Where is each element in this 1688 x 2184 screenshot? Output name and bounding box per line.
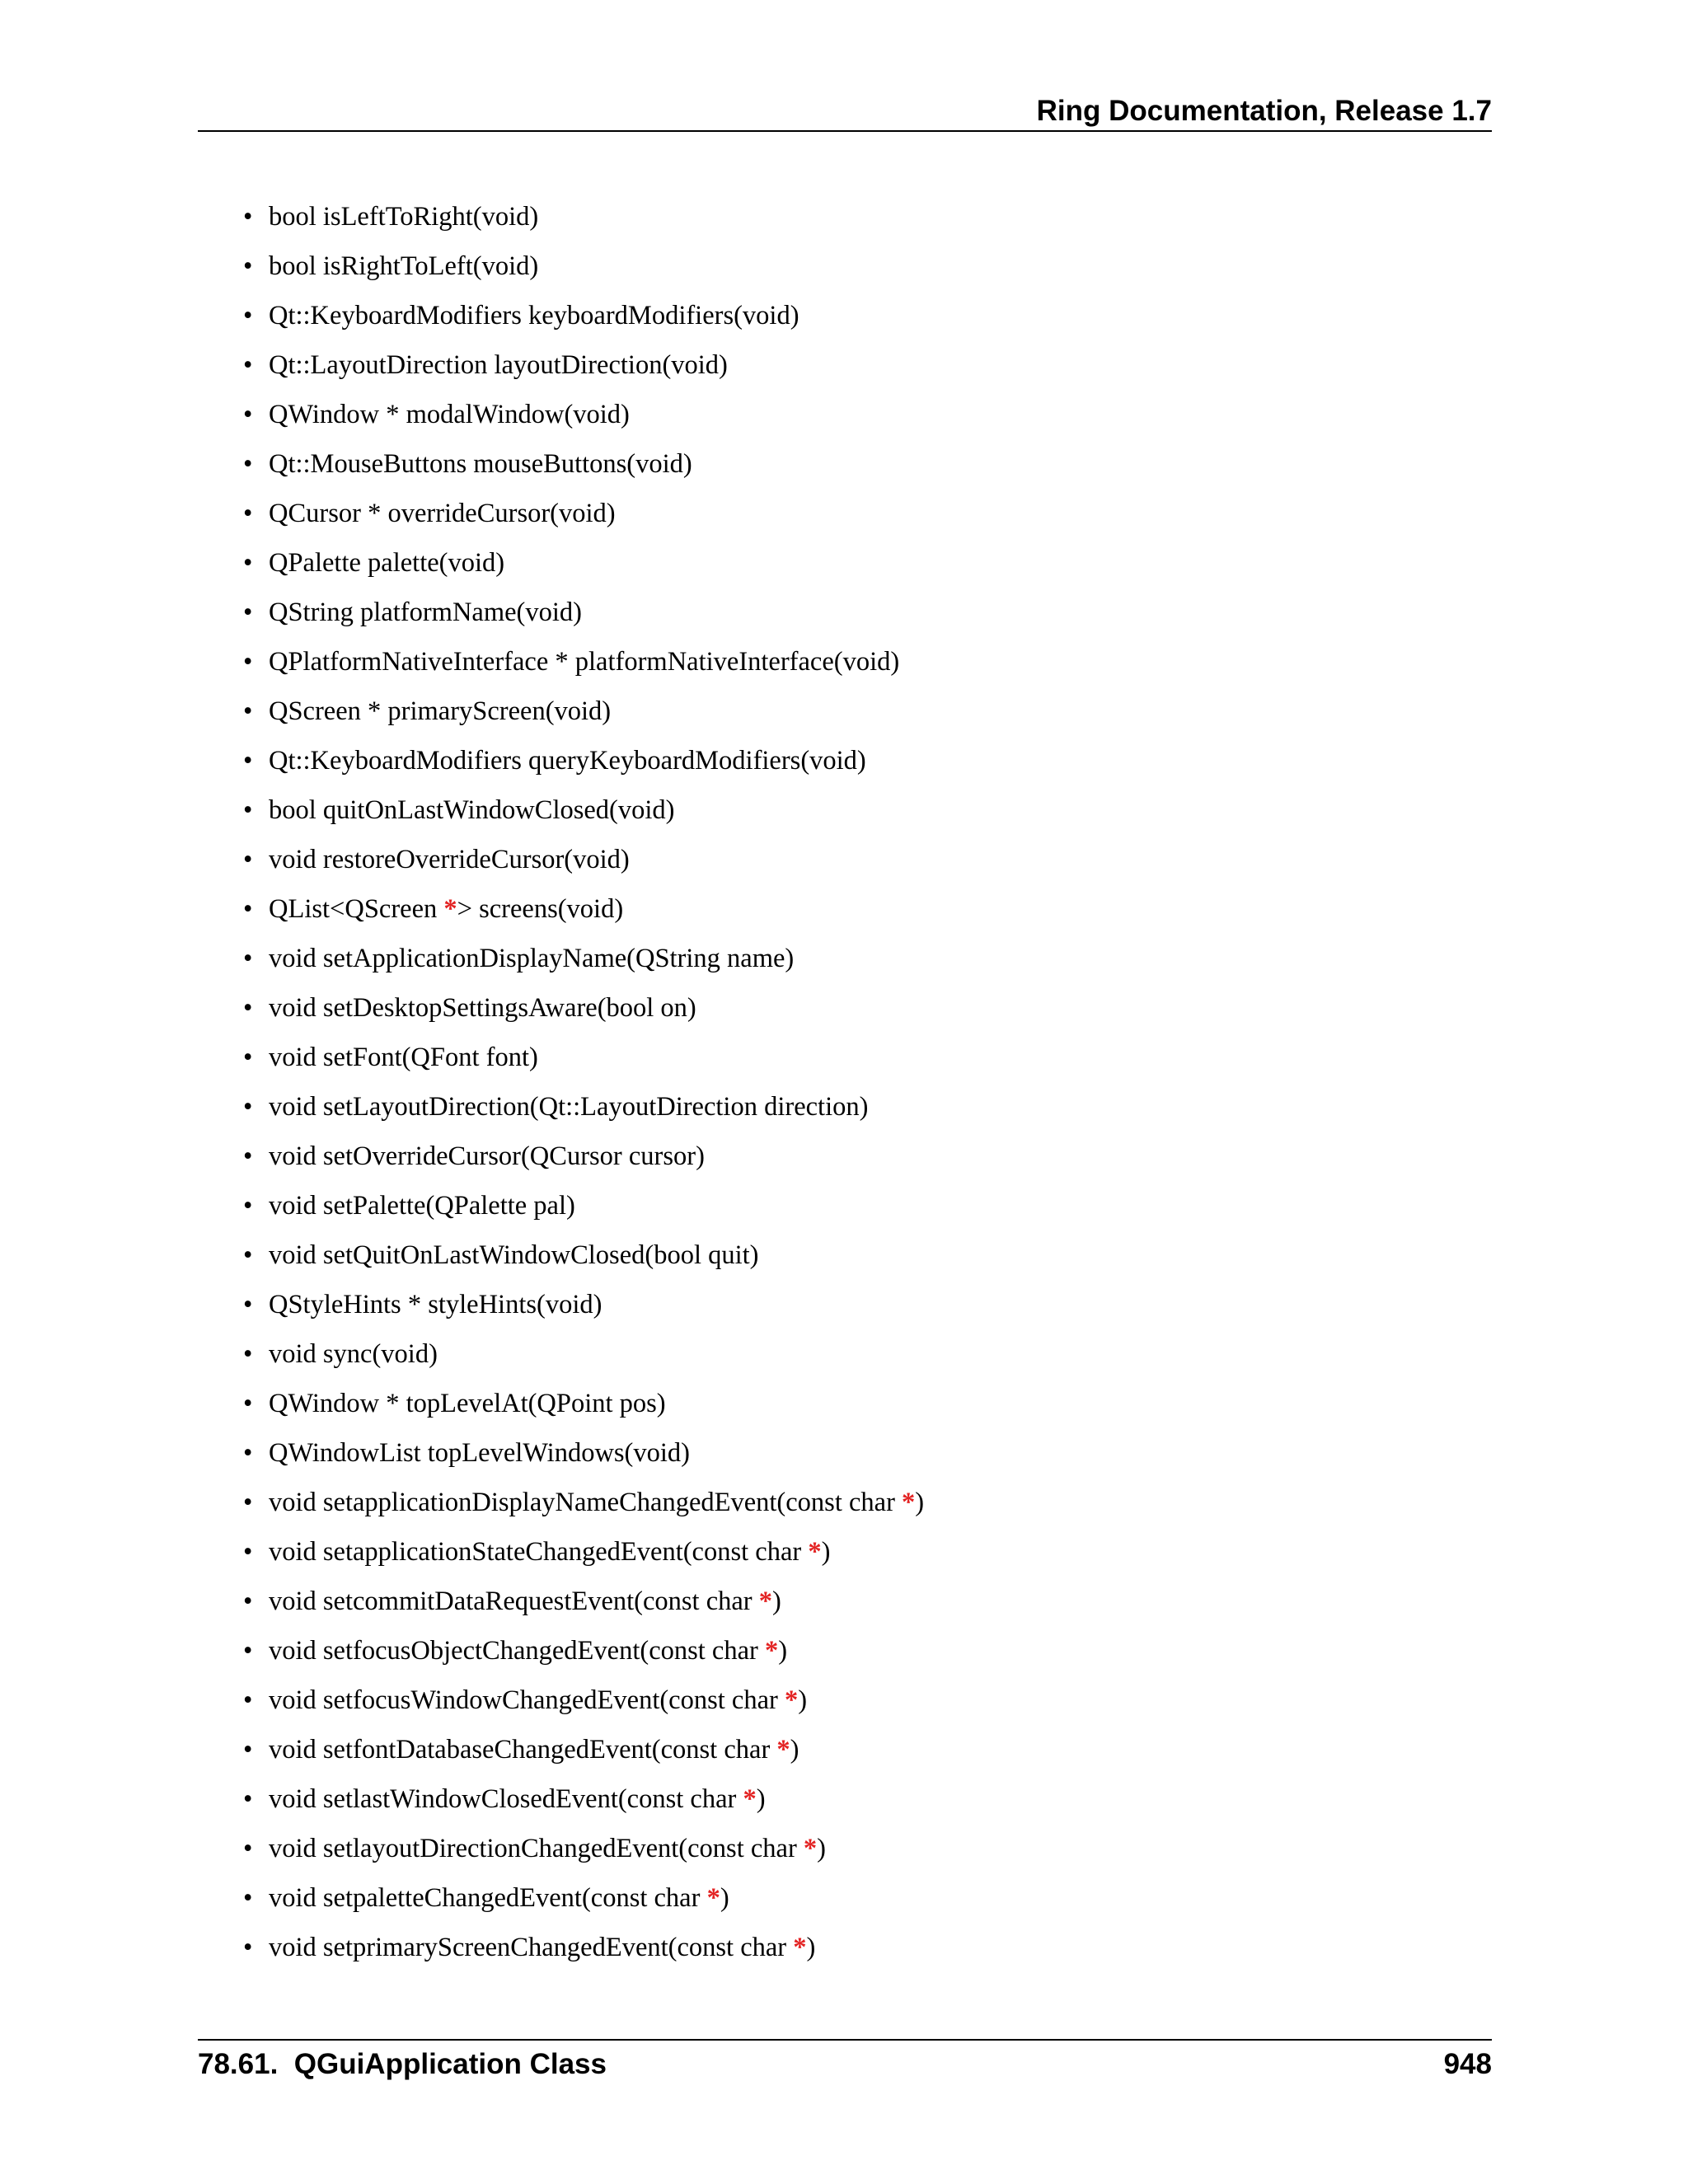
signature-text: ) — [772, 1586, 781, 1616]
method-signature — [269, 1685, 807, 1715]
signature-text: void setfocusWindowChangedEvent(const char — [269, 1685, 785, 1715]
signature-text: void setLayoutDirection(Qt::LayoutDirection direction) — [269, 1092, 869, 1122]
list-item — [239, 691, 924, 740]
pointer-asterisk: * — [758, 1586, 773, 1616]
list-item — [239, 1531, 924, 1581]
bullet-icon: • — [243, 696, 253, 726]
method-signature — [269, 1438, 690, 1468]
pointer-asterisk: * — [803, 1834, 818, 1863]
list-item — [239, 1185, 924, 1235]
signature-text: ) — [720, 1883, 729, 1913]
list-item — [239, 1877, 924, 1927]
bullet-icon: • — [243, 251, 253, 281]
list-item — [239, 1333, 924, 1383]
bullet-icon: • — [243, 1240, 253, 1270]
bullet-icon: • — [243, 746, 253, 776]
bullet-icon: • — [243, 598, 253, 627]
list-item — [239, 1136, 924, 1185]
list-item — [239, 1482, 924, 1531]
method-signature — [269, 894, 623, 924]
bullet-icon: • — [243, 1092, 253, 1122]
signature-text: void setcommitDataRequestEvent(const char — [269, 1586, 759, 1616]
bullet-icon: • — [243, 1933, 253, 1962]
signature-text: QPalette palette(void) — [269, 548, 505, 578]
method-signature — [269, 1043, 538, 1072]
signature-text: QScreen * primaryScreen(void) — [269, 696, 612, 726]
list-item — [239, 987, 924, 1037]
bullet-icon: • — [243, 499, 253, 528]
running-footer — [198, 2039, 1492, 2083]
bullet-icon: • — [243, 1735, 253, 1765]
bullet-icon: • — [243, 993, 253, 1023]
signature-text: void setQuitOnLastWindowClosed(bool quit) — [269, 1240, 759, 1270]
signature-text: > screens(void) — [457, 894, 624, 924]
bullet-icon: • — [243, 202, 253, 232]
list-item — [239, 1432, 924, 1482]
list-item — [239, 443, 924, 493]
method-signature — [269, 301, 799, 330]
signature-text: Qt::LayoutDirection layoutDirection(void) — [269, 350, 728, 380]
bullet-icon: • — [243, 894, 253, 924]
signature-text: ) — [915, 1488, 925, 1517]
list-item — [239, 888, 924, 938]
signature-text: void setprimaryScreenChangedEvent(const char — [269, 1933, 794, 1962]
method-signature — [269, 647, 899, 677]
list-item — [239, 542, 924, 592]
pointer-asterisk: * — [706, 1883, 720, 1913]
bullet-icon: • — [243, 548, 253, 578]
page-number: 948 — [1443, 2048, 1492, 2080]
method-signature — [269, 845, 630, 874]
list-item — [239, 1383, 924, 1432]
section-title: 78.61. QGuiApplication Class — [198, 2048, 607, 2080]
bullet-icon: • — [243, 1191, 253, 1221]
signature-text: void setfontDatabaseChangedEvent(const char — [269, 1735, 777, 1765]
pointer-asterisk: * — [793, 1933, 807, 1962]
running-header — [198, 92, 1492, 132]
signature-text: Qt::MouseButtons mouseButtons(void) — [269, 449, 692, 479]
method-signature — [269, 1141, 705, 1171]
list-item — [239, 839, 924, 888]
method-signature — [269, 1883, 729, 1913]
pointer-asterisk: * — [443, 894, 457, 924]
bullet-icon: • — [243, 1438, 253, 1468]
method-list — [239, 196, 924, 1976]
signature-text: QWindowList topLevelWindows(void) — [269, 1438, 690, 1468]
bullet-icon: • — [243, 845, 253, 874]
pointer-asterisk: * — [808, 1537, 822, 1567]
method-signature — [269, 499, 616, 528]
bullet-icon: • — [243, 1586, 253, 1616]
list-item — [239, 641, 924, 691]
signature-text: void setapplicationDisplayNameChangedEvent(const char — [269, 1488, 903, 1517]
signature-text: QWindow * topLevelAt(QPoint pos) — [269, 1389, 666, 1418]
bullet-icon: • — [243, 1339, 253, 1369]
method-signature — [269, 202, 538, 232]
list-item — [239, 1581, 924, 1630]
signature-text: void setPalette(QPalette pal) — [269, 1191, 575, 1221]
signature-text: void setDesktopSettingsAware(bool on) — [269, 993, 696, 1023]
list-item — [239, 1037, 924, 1086]
method-signature — [269, 400, 630, 429]
bullet-icon: • — [243, 350, 253, 380]
list-item — [239, 295, 924, 344]
signature-text: QWindow * modalWindow(void) — [269, 400, 630, 429]
method-signature — [269, 944, 794, 973]
bullet-icon: • — [243, 1537, 253, 1567]
bullet-icon: • — [243, 1043, 253, 1072]
signature-text: void setpaletteChangedEvent(const char — [269, 1883, 707, 1913]
bullet-icon: • — [243, 795, 253, 825]
pointer-asterisk: * — [784, 1685, 799, 1715]
signature-text: void setlayoutDirectionChangedEvent(const char — [269, 1834, 804, 1863]
method-signature — [269, 1537, 830, 1567]
signature-text: QPlatformNativeInterface * platformNativeInterface(void) — [269, 647, 900, 677]
pointer-asterisk: * — [764, 1636, 779, 1666]
signature-text: void setfocusObjectChangedEvent(const char — [269, 1636, 765, 1666]
bullet-icon: • — [243, 449, 253, 479]
signature-text: QString platformName(void) — [269, 598, 582, 627]
list-item — [239, 1729, 924, 1779]
method-signature — [269, 696, 611, 726]
bullet-icon: • — [243, 1685, 253, 1715]
bullet-icon: • — [243, 400, 253, 429]
list-item — [239, 740, 924, 790]
method-signature — [269, 1389, 666, 1418]
bullet-icon: • — [243, 1883, 253, 1913]
method-signature — [269, 1339, 438, 1369]
pointer-asterisk: * — [902, 1488, 916, 1517]
method-signature — [269, 1636, 787, 1666]
method-signature — [269, 1488, 924, 1517]
bullet-icon: • — [243, 1636, 253, 1666]
bullet-icon: • — [243, 647, 253, 677]
signature-text: ) — [778, 1636, 788, 1666]
list-item — [239, 1779, 924, 1828]
list-item — [239, 790, 924, 839]
bullet-icon: • — [243, 1389, 253, 1418]
method-signature — [269, 1586, 781, 1616]
list-item — [239, 1235, 924, 1284]
list-item — [239, 196, 924, 246]
bullet-icon: • — [243, 1290, 253, 1319]
signature-text: void sync(void) — [269, 1339, 438, 1369]
method-signature — [269, 1735, 799, 1765]
bullet-icon: • — [243, 1141, 253, 1171]
list-item — [239, 246, 924, 295]
signature-text: void setlastWindowClosedEvent(const char — [269, 1784, 743, 1814]
signature-text: ) — [798, 1685, 808, 1715]
method-signature — [269, 1784, 766, 1814]
signature-text: ) — [756, 1784, 766, 1814]
list-item — [239, 1828, 924, 1877]
bullet-icon: • — [243, 301, 253, 330]
signature-text: void setOverrideCursor(QCursor cursor) — [269, 1141, 705, 1171]
signature-text: Qt::KeyboardModifiers queryKeyboardModifiers(void) — [269, 746, 866, 776]
pointer-asterisk: * — [743, 1784, 757, 1814]
signature-text: ) — [821, 1537, 831, 1567]
method-signature — [269, 795, 674, 825]
list-item — [239, 493, 924, 542]
list-item — [239, 1086, 924, 1136]
method-signature — [269, 746, 866, 776]
signature-text: void setApplicationDisplayName(QString name) — [269, 944, 795, 973]
list-item — [239, 592, 924, 641]
bullet-icon: • — [243, 1784, 253, 1814]
list-item — [239, 394, 924, 443]
signature-text: ) — [806, 1933, 816, 1962]
signature-text: QCursor * overrideCursor(void) — [269, 499, 616, 528]
method-signature — [269, 993, 696, 1023]
list-item — [239, 938, 924, 987]
list-item — [239, 1284, 924, 1333]
signature-text: bool isLeftToRight(void) — [269, 202, 539, 232]
method-signature — [269, 1834, 826, 1863]
signature-text: void setFont(QFont font) — [269, 1043, 538, 1072]
method-signature — [269, 350, 728, 380]
document-title: Ring Documentation, Release 1.7 — [1036, 95, 1492, 127]
bullet-icon: • — [243, 1488, 253, 1517]
method-signature — [269, 1240, 758, 1270]
method-signature — [269, 251, 538, 281]
list-item — [239, 1927, 924, 1976]
method-signature — [269, 548, 504, 578]
method-signature — [269, 598, 582, 627]
method-signature — [269, 1290, 602, 1319]
list-item — [239, 344, 924, 394]
bullet-icon: • — [243, 1834, 253, 1863]
method-signature — [269, 1092, 868, 1122]
signature-text: ) — [817, 1834, 826, 1863]
signature-text: QStyleHints * styleHints(void) — [269, 1290, 603, 1319]
method-signature — [269, 1933, 815, 1962]
signature-text: QList<QScreen — [269, 894, 444, 924]
method-signature — [269, 1191, 575, 1221]
list-item — [239, 1630, 924, 1680]
signature-text: bool isRightToLeft(void) — [269, 251, 539, 281]
signature-text: Qt::KeyboardModifiers keyboardModifiers(void) — [269, 301, 799, 330]
method-signature — [269, 449, 692, 479]
pointer-asterisk: * — [776, 1735, 790, 1765]
signature-text: void restoreOverrideCursor(void) — [269, 845, 630, 874]
bullet-icon: • — [243, 944, 253, 973]
signature-text: bool quitOnLastWindowClosed(void) — [269, 795, 675, 825]
signature-text: ) — [790, 1735, 799, 1765]
signature-text: void setapplicationStateChangedEvent(const char — [269, 1537, 809, 1567]
list-item — [239, 1680, 924, 1729]
